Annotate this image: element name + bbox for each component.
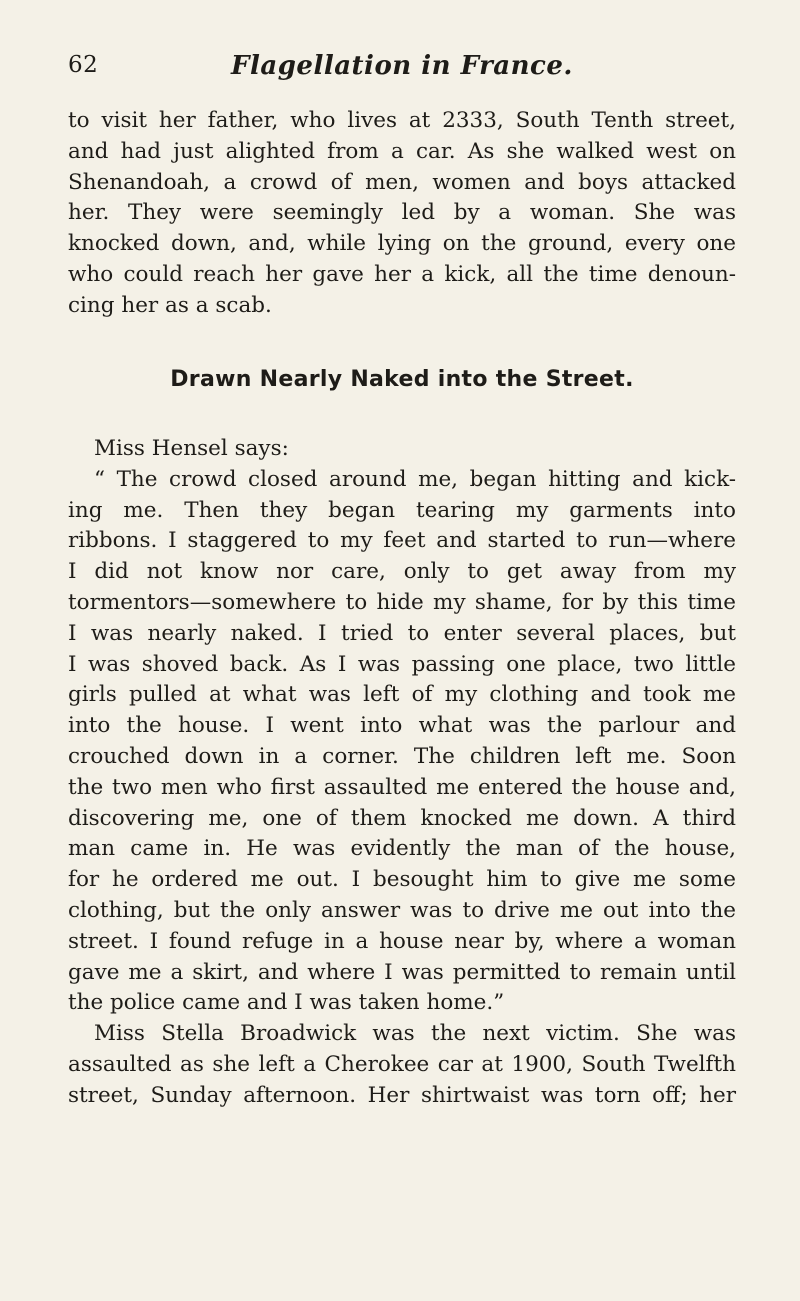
text-line: Shenandoah, a crowd of men, women and boys attacked — [68, 169, 736, 195]
text-line: knocked down, and, while lying on the ground, every one — [68, 231, 736, 257]
text-line: ribbons. I staggered to my feet and started to run—where — [68, 528, 736, 554]
text-line: “ The crowd closed around me, began hitting and kick- — [94, 466, 736, 492]
running-title: Flagellation in France. — [231, 51, 573, 81]
text-line: her. They were seemingly led by a woman. She was — [68, 200, 736, 226]
text-line: I was shoved back. As I was passing one place, two little — [68, 651, 736, 677]
text-line: clothing, but the only answer was to drive me out into the — [68, 897, 736, 923]
paragraph-testimony — [68, 434, 736, 1112]
text-line: to visit her father, who lives at 2333, South Tenth street, — [68, 108, 736, 133]
text-line: discovering me, one of them knocked me down. A third — [68, 805, 736, 831]
text-line: Miss Stella Broadwick was the next victim. She was — [94, 1021, 736, 1047]
text-line: into the house. I went into what was the parlour and — [68, 713, 736, 739]
text-line: I did not know nor care, only to get away from my — [68, 559, 736, 585]
text-line: street, Sunday afternoon. Her shirtwaist was torn off; her — [68, 1082, 736, 1108]
text-line: Miss Hensel says: — [94, 436, 289, 461]
text-line: gave me a skirt, and where I was permitted to remain until — [68, 959, 736, 985]
text-line: and had just alighted from a car. As she walked west on — [68, 138, 736, 164]
text-line: tormentors—somewhere to hide my shame, for by this time — [68, 589, 736, 615]
text-line: man came in. He was evidently the man of the house, — [68, 836, 736, 862]
page-number: 62 — [68, 52, 99, 78]
text-line: cing her as a scab. — [68, 292, 272, 318]
text-line: street. I found refuge in a house near by, where a woman — [68, 928, 736, 954]
text-line: crouched down in a corner. The children left me. Soon — [68, 743, 736, 769]
page-header — [68, 52, 736, 92]
text-line: I was nearly naked. I tried to enter several places, but — [68, 620, 736, 646]
text-line: who could reach her gave her a kick, all the time denoun- — [68, 261, 736, 287]
section-heading: Drawn Nearly Naked into the Street. — [170, 367, 634, 392]
text-line: the two men who first assaulted me entered the house and, — [68, 774, 736, 800]
text-line: assaulted as she left a Cherokee car at 1900, South Twelfth — [68, 1051, 736, 1077]
paragraph-intro — [68, 106, 736, 322]
text-line: for he ordered me out. I besought him to give me some — [68, 867, 736, 893]
text-line: the police came and I was taken home.” — [68, 990, 505, 1016]
text-line: girls pulled at what was left of my clothing and took me — [68, 682, 736, 708]
text-line: ing me. Then they began tearing my garments into — [68, 497, 736, 523]
